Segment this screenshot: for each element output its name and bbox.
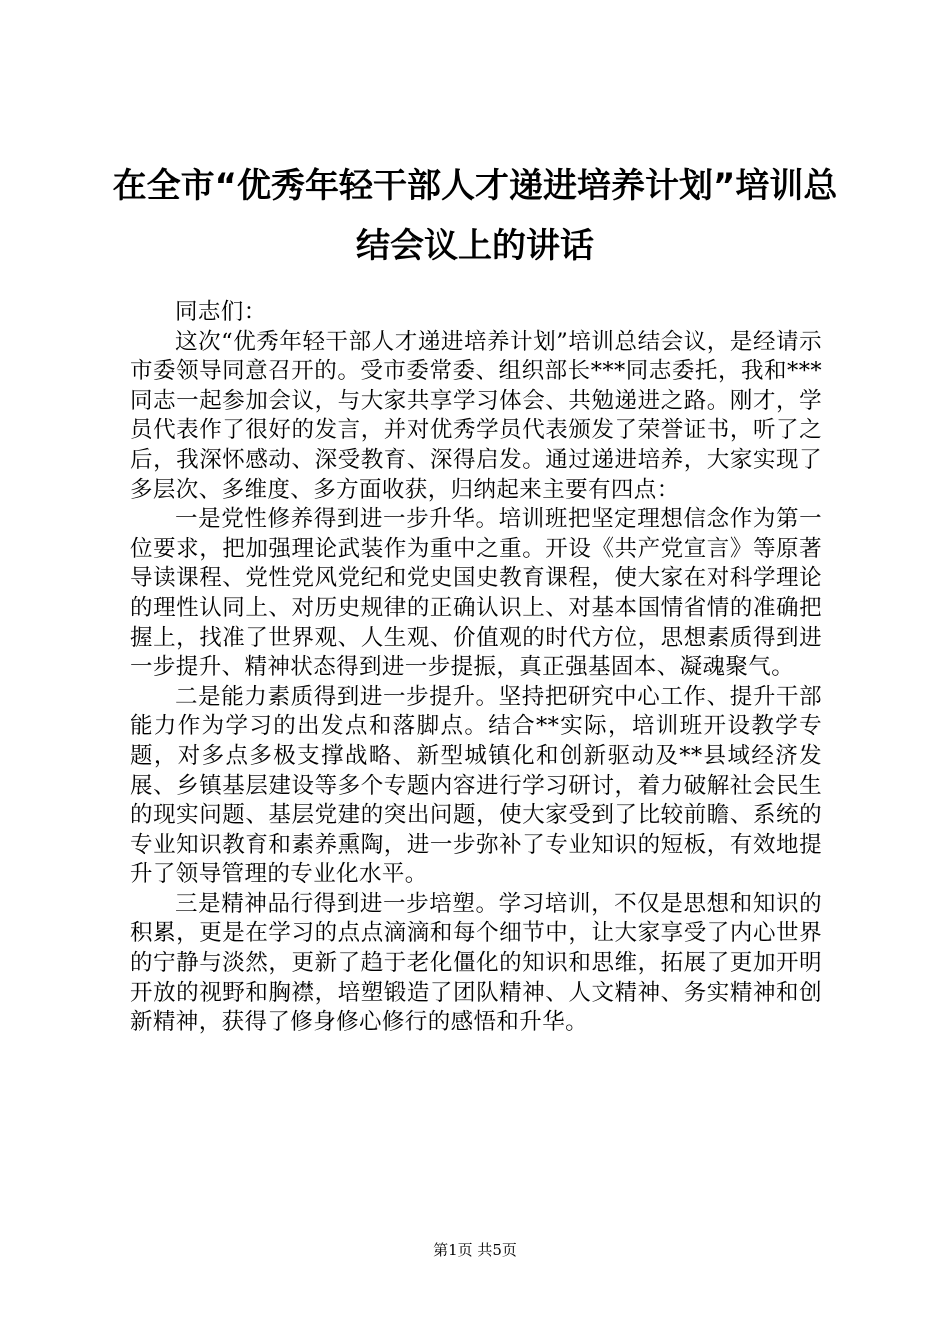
salutation: 同志们： xyxy=(175,299,267,325)
paragraph-point-three: 三是精神品行得到进一步培塑。学习培训，不仅是思想和知识的积累，更是在学习的点点滴滴和每个细节中，让大家享受了内心世界的宁静与淡然，更新了趋于老化僵化的知识和思维，拓展了更加开明开放的视野和胸襟，培塑锻造了团队精神、人文精神、务实精神和创新精神，获得了修身修心修行的感悟和升华。 xyxy=(130,890,822,1036)
document-title: 在全市“优秀年轻干部人才递进培养计划”培训总结会议上的讲话 xyxy=(112,166,838,266)
page-number-footer: 第1页 共5页 xyxy=(433,1241,517,1259)
document-body xyxy=(130,298,822,1038)
paragraph-intro: 这次“优秀年轻干部人才递进培养计划”培训总结会议，是经请示市委领导同意召开的。受市委常委、组织部长***同志委托，我和***同志一起参加会议，与大家共享学习体会、共勉递进之路。刚才，学员代表作了很好的发言，并对优秀学员代表颁发了荣誉证书，听了之后，我深怀感动、深受教育、深得启发。通过递进培养，大家实现了多层次、多维度、多方面收获，归纳起来主要有四点： xyxy=(130,328,822,503)
paragraph-point-two: 二是能力素质得到进一步提升。坚持把研究中心工作、提升干部能力作为学习的出发点和落脚点。结合**实际，培训班开设教学专题，对多点多极支撑战略、新型城镇化和创新驱动及**县域经济发展、乡镇基层建设等多个专题内容进行学习研讨，着力破解社会民生的现实问题、基层党建的突出问题，使大家受到了比较前瞻、系统的专业知识教育和素养熏陶，进一步弥补了专业知识的短板，有效地提升了领导管理的专业化水平。 xyxy=(130,683,822,888)
paragraph-point-one: 一是党性修养得到进一步升华。培训班把坚定理想信念作为第一位要求，把加强理论武装作为重中之重。开设《共产党宣言》等原著导读课程、党性党风党纪和党史国史教育课程，使大家在对科学理论的理性认同上、对历史规律的正确认识上、对基本国情省情的准确把握上，找准了世界观、人生观、价值观的时代方位，思想素质得到进一步提升、精神状态得到进一步提振，真正强基固本、凝魂聚气。 xyxy=(130,506,822,681)
